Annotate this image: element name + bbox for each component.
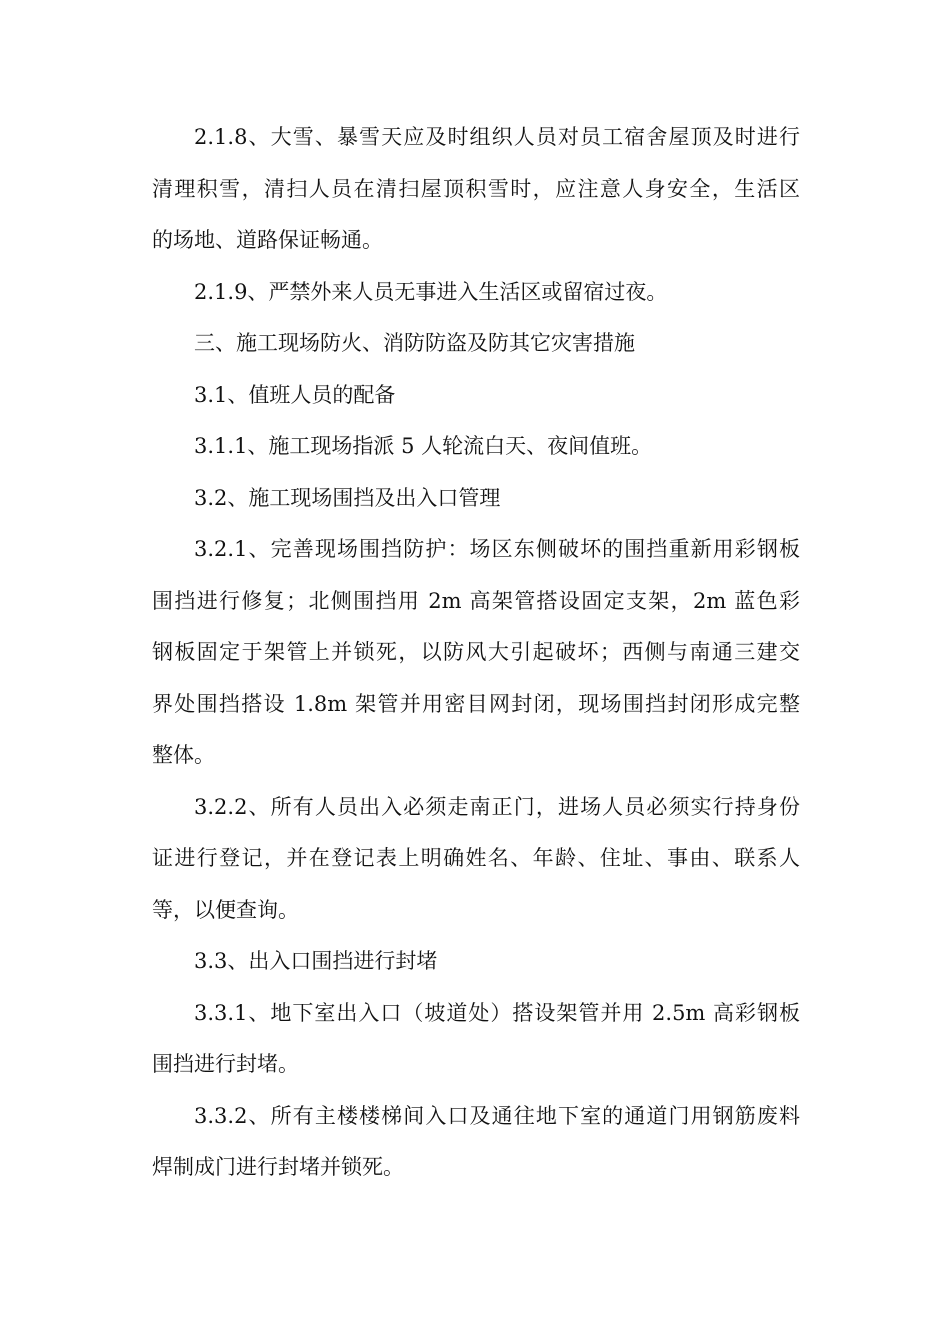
- paragraph-line: 证进行登记，并在登记表上明确姓名、年龄、住址、事由、联系人: [152, 846, 800, 870]
- paragraph-3-3-2: [152, 1091, 800, 1194]
- paragraph-line: 3.2、施工现场围挡及出入口管理: [194, 485, 501, 510]
- paragraph-line: 围挡进行封堵。: [152, 1052, 299, 1076]
- paragraph-line: 钢板固定于架管上并锁死，以防风大引起破坏；西侧与南通三建交: [152, 640, 800, 664]
- paragraph-line: 2.1.8、大雪、暴雪天应及时组织人员对员工宿舍屋顶及时进行: [194, 125, 800, 149]
- paragraph-line: 清理积雪，清扫人员在清扫屋顶积雪时，应注意人身安全，生活区: [152, 176, 800, 201]
- paragraph-line: 界处围挡搭设 1.8m 架管并用密目网封闭，现场围挡封闭形成完整: [152, 691, 800, 716]
- paragraph-line: 3.1、值班人员的配备: [194, 382, 396, 407]
- paragraph-3-1: [152, 370, 800, 422]
- paragraph-section-3: [152, 318, 800, 370]
- paragraph-2-1-9: [152, 267, 800, 319]
- paragraph-line: 的场地、道路保证畅通。: [152, 228, 383, 252]
- paragraph-3-3-1: [152, 988, 800, 1091]
- paragraph-line: 围挡进行修复；北侧围挡用 2m 高架管搭设固定支架，2m 蓝色彩: [152, 588, 800, 613]
- paragraph-2-1-8: [152, 112, 800, 267]
- paragraph-line: 3.1.1、施工现场指派 5 人轮流白天、夜间值班。: [194, 434, 653, 458]
- paragraph-line: 2.1.9、严禁外来人员无事进入生活区或留宿过夜。: [194, 279, 668, 304]
- paragraph-3-2-2: [152, 782, 800, 937]
- paragraph-line: 整体。: [152, 743, 215, 767]
- paragraph-line: 3.3.2、所有主楼楼梯间入口及通往地下室的通道门用钢筋废料: [194, 1103, 800, 1128]
- paragraph-line: 3.2.2、所有人员出入必须走南正门，进场人员必须实行持身份: [194, 794, 800, 819]
- paragraph-line: 3.3.1、地下室出入口（坡道处）搭设架管并用 2.5m 高彩钢板: [194, 1000, 800, 1025]
- paragraph-line: 三、施工现场防火、消防防盗及防其它灾害措施: [194, 331, 635, 355]
- paragraph-line: 3.3、出入口围挡进行封堵: [194, 949, 438, 973]
- paragraph-line: 等，以便查询。: [152, 897, 299, 922]
- paragraph-line: 3.2.1、完善现场围挡防护：场区东侧破坏的围挡重新用彩钢板: [194, 537, 800, 561]
- paragraph-3-3: [152, 936, 800, 988]
- paragraph-3-2-1: [152, 524, 800, 782]
- paragraph-3-1-1: [152, 421, 800, 473]
- paragraph-3-2: [152, 473, 800, 525]
- paragraph-line: 焊制成门进行封堵并锁死。: [152, 1155, 404, 1179]
- document-body: [152, 112, 800, 1194]
